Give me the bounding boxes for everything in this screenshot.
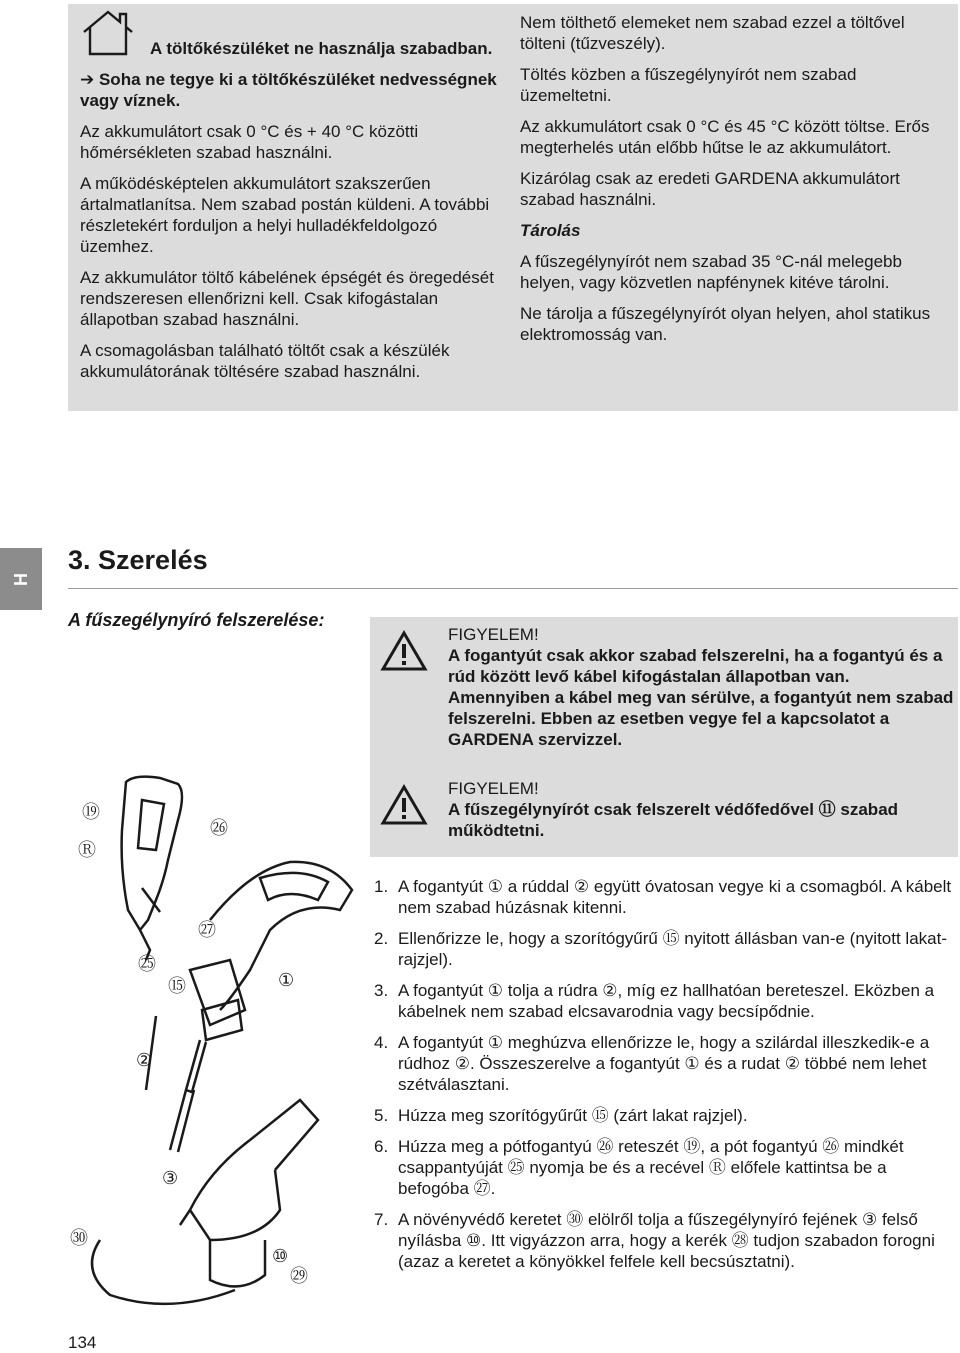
label-1: ① [278, 970, 295, 990]
paragraph: A csomagolásban található töltőt csak a készülék akkumulátorának töltésére szabad használni. [80, 341, 450, 381]
warning-heading: A töltőkészüléket ne használja szabadban. [150, 39, 493, 58]
arrow-icon: ➔ [80, 70, 99, 89]
label-15: ⑮ [168, 976, 186, 996]
warning-2 [380, 778, 955, 841]
paragraph: Az akkumulátort csak 0 °C és 45 °C között töltse. Erős megterhelés után előbb hűtse le az akkumulátort. [520, 117, 930, 157]
subsection-title: A fűszegélynyíró felszerelése: [68, 610, 325, 630]
label-26: ㉖ [210, 818, 228, 838]
warning-1 [380, 624, 955, 750]
paragraph: Nem tölthető elemeket nem szabad ezzel a töltővel tölteni (tűzveszély). [520, 13, 905, 53]
warning-text [448, 624, 955, 750]
label-19: ⑲ [82, 802, 100, 822]
step-item: 7. A növényvédő keretet ㉚ elölről tolja a fűszegélynyíró fejének ③ felső nyílásba ⑩. Itt vigyázzon arra, hogy a kerék ㉘ tudjon szabadon forogni (azaz a keretet a könyökkel felfele kell becsúsztatni). [374, 1210, 935, 1271]
warning-body: A fogantyút csak akkor szabad felszerelni, ha a fogantyú és a rúd között levő kábel kifogástalan állapotban van. Amennyiben a kábel meg van sérülve, a fogantyút nem szabad felszerelni. Ebben az esetben vegye fel a kapcsolatot a GARDENA szervizzel. [448, 646, 954, 749]
storage-heading: Tárolás [520, 221, 581, 240]
warning-text [448, 778, 955, 841]
section-title: 3. Szerelés [68, 545, 208, 575]
label-25: ㉕ [138, 954, 156, 974]
step-item: 1. A fogantyút ① a rúddal ② együtt óvatosan vegye ki a csomagból. A kábelt nem szabad húzásnak kitenni. [374, 877, 952, 917]
page-number: 134 [68, 1333, 97, 1352]
step-item: 2. Ellenőrizze le, hogy a szorítógyűrű ⑮ nyitott állásban van-e (nyitott lakat-rajzjel). [374, 929, 947, 969]
label-2: ② [136, 1050, 153, 1070]
warning-triangle-icon [380, 784, 428, 826]
house-icon [80, 8, 136, 58]
arrow-instruction: ➔ Soha ne tegye ki a töltőkészüléket nedvességnek vagy víznek. [80, 70, 497, 110]
paragraph: Az akkumulátor töltő kábelének épségét és öregedését rendszeresen ellenőrizni kell. Csak kifogástalan állapotban szabad használni. [80, 268, 494, 329]
warning-label: FIGYELEM! [448, 625, 539, 644]
warning-body: A fűszegélynyírót csak felszerelt védőfedővel ⑪ szabad működtetni. [448, 800, 899, 840]
label-30: ㉚ [70, 1228, 88, 1248]
paragraph: Az akkumulátort csak 0 °C és + 40 °C közötti hőmérsékleten szabad használni. [80, 122, 419, 162]
label-10: ⑩ [272, 1246, 289, 1266]
warning-label: FIGYELEM! [448, 779, 539, 798]
paragraph: A fűszegélynyírót nem szabad 35 °C-nál melegebb helyen, vagy közvetlen napfénynek kitéve tárolni. [520, 252, 902, 292]
title-divider [68, 588, 958, 589]
step-item: 4. A fogantyút ① meghúzva ellenőrizze le, hogy a szilárdal illeszkedik-e a rúdhoz ②. Összeszerelve a fogantyút ① és a rudat ② többé nem lehet szétválasztani. [374, 1033, 930, 1094]
step-item: 6. Húzza meg a pótfogantyú ㉖ reteszét ⑲, a pót fogantyú ㉖ mindkét csappantyúját ㉕ nyomja be és a recével Ⓡ előfele kattintsa be a befogóba ㉗. [374, 1137, 904, 1198]
paragraph: A működésképtelen akkumulátort szakszerűen ártalmatlanítsa. Nem szabad postán küldeni. A további részletekért forduljon a helyi hulladékfeldolgozó üzemhez. [80, 174, 490, 256]
paragraph: Ne tárolja a fűszegélynyírót olyan helyen, ahol statikus elektromosság van. [520, 304, 931, 344]
right-column [520, 12, 950, 355]
paragraph: Kizárólag csak az eredeti GARDENA akkumulátort szabad használni. [520, 169, 900, 209]
label-3: ③ [162, 1168, 179, 1188]
assembly-steps [374, 876, 954, 1282]
warning-triangle-icon [380, 630, 428, 672]
paragraph: Töltés közben a fűszegélynyírót nem szabad üzemeltetni. [520, 65, 857, 105]
step-item: 5. Húzza meg szorítógyűrűt ⑮ (zárt lakat rajzjel). [374, 1106, 748, 1125]
label-R: Ⓡ [78, 840, 96, 860]
language-tab: H [0, 548, 42, 610]
indoor-warning [80, 8, 510, 69]
assembly-illustration [60, 770, 360, 1330]
label-27: ㉗ [198, 920, 216, 940]
step-item: 3. A fogantyút ① tolja a rúdra ②, míg ez hallhatóan bereteszel. Eközben a kábelnek nem szabad elcsavarodnia vagy becsípődnie. [374, 981, 935, 1021]
label-29: ㉙ [290, 1266, 308, 1286]
left-column [80, 8, 510, 392]
